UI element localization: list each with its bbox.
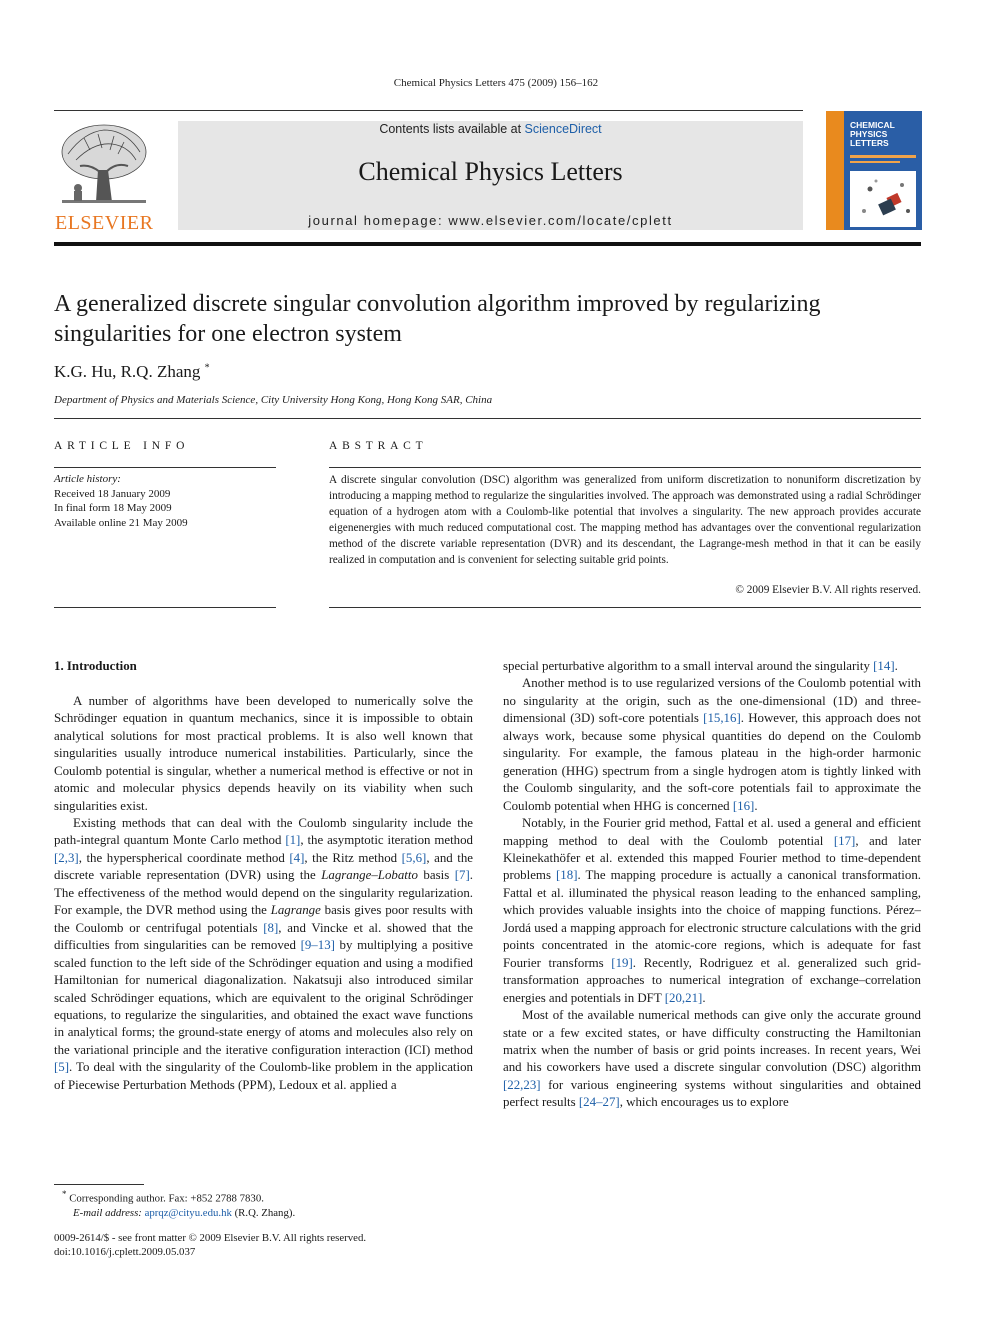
header-rule bbox=[54, 110, 803, 111]
body-text: basis gives poor results with the Coulomb or centrifugal potentials bbox=[54, 903, 473, 935]
body-text: special perturbative algorithm to a small interval around the singularity bbox=[503, 659, 874, 673]
footnote-email-line bbox=[54, 1206, 295, 1220]
citation-link[interactable]: [14] bbox=[873, 659, 895, 673]
body-text: . However, this approach does not always work, because some physical quantities do depend on the Coulomb singularity. For example, the famous plateau in the high-order harmonic generation (HHG) spectrum from a single hydrogen atom is tightly linked with the Coulomb singularity, and the soft-core potentials fail to approximate the Coulomb potential when HHG is concerned bbox=[503, 711, 921, 813]
author-affiliation: Department of Physics and Materials Science, City University Hong Kong, Hong Kong SAR, China bbox=[54, 394, 493, 406]
cover-title bbox=[850, 121, 895, 148]
italic-text: Lagrange bbox=[270, 903, 321, 918]
citation-link[interactable]: [2,3] bbox=[54, 850, 79, 865]
footnote-email-link[interactable]: aprqz@cityu.edu.hk bbox=[144, 1206, 232, 1219]
body-paragraph bbox=[503, 815, 921, 1007]
body-text: , and the discrete variable representation (DVR) using the bbox=[54, 850, 474, 883]
body-text: , the asymptotic iteration method bbox=[300, 833, 474, 848]
body-text: for various engineering systems without singularities and obtained perfect results bbox=[503, 1077, 921, 1110]
body-paragraph bbox=[503, 658, 921, 675]
body-text: . bbox=[754, 798, 758, 813]
footnote-email-label: E-mail address: bbox=[73, 1206, 142, 1219]
body-paragraph bbox=[503, 675, 921, 815]
journal-banner bbox=[178, 121, 803, 230]
journal-homepage[interactable]: journal homepage: www.elsevier.com/locate/cplett bbox=[308, 213, 673, 228]
history-label: Article history: bbox=[54, 473, 121, 485]
header-thick-rule bbox=[54, 242, 921, 246]
author-list bbox=[54, 362, 210, 382]
cover-side-stripe bbox=[826, 111, 844, 230]
elsevier-wordmark: ELSEVIER bbox=[55, 212, 154, 234]
journal-title: Chemical Physics Letters bbox=[358, 157, 623, 186]
history-online: Available online 21 May 2009 bbox=[54, 516, 188, 529]
citation-link[interactable]: [18] bbox=[556, 868, 578, 883]
body-paragraph bbox=[503, 1007, 921, 1112]
body-text: . bbox=[702, 990, 706, 1005]
citation-link[interactable]: [8] bbox=[263, 920, 279, 935]
citation-link[interactable]: [7] bbox=[454, 868, 470, 883]
paper-title: A generalized discrete singular convolution algorithm improved by regularizing singularities for one electron system bbox=[54, 291, 821, 347]
body-text: . The mapping procedure is actually a canonical transformation. Fattal et al. illuminated the physical reason leading to the enhanced sampling, which provides valuable insights into the choice of mapping functions. Pérez–Jordá used a mapping approach for electronic structure calculations with the grid points concentrated in the atomic-core regions, which is adequate for fast Fourier transforms bbox=[503, 868, 922, 970]
cover-molecule-image bbox=[850, 171, 916, 227]
body-text: Another method is to use regularized versions of the Coulomb potential with no singularity at the origin, such as the one-dimensional (1D) and three-dimensional (3D) soft-core potentials bbox=[503, 676, 921, 726]
abstract-copyright: © 2009 Elsevier B.V. All rights reserved. bbox=[735, 584, 921, 596]
body-text: by multiplying a positive scaled function to the left side of the Schrödinger equation and using a modified Hamiltonian for numerical diagonalization. Nakatsuji also introduced similar scaled Schrödinger equations, which are equivalent to the original Schrödinger equations, to regularize the singularities, and obtained the exact wave functions in analytical forms; the ground-state energy of atoms and molecules also rely on the variational principle and the iterative configuration interaction (ICI) method bbox=[54, 938, 474, 1057]
article-info-bottom-rule bbox=[54, 607, 276, 608]
cover-title-line: PHYSICS bbox=[850, 129, 888, 139]
article-info-heading: ARTICLE INFO bbox=[54, 440, 190, 452]
section-heading-introduction: 1. Introduction bbox=[54, 659, 137, 673]
elsevier-tree-icon bbox=[54, 120, 154, 208]
contents-prefix: Contents lists available at bbox=[379, 122, 525, 136]
doi-line[interactable]: doi:10.1016/j.cplett.2009.05.037 bbox=[54, 1246, 196, 1258]
body-column-left bbox=[54, 658, 473, 1094]
body-text: , the hyperspherical coordinate method bbox=[78, 850, 290, 865]
abstract-bottom-rule bbox=[329, 607, 921, 608]
body-column-right bbox=[503, 658, 921, 1112]
author-names: K.G. Hu, R.Q. Zhang bbox=[54, 362, 201, 381]
citation-link[interactable]: [24–27] bbox=[578, 1095, 620, 1110]
body-text: Existing methods that can deal with the Coulomb singularity include the path-integral quantum Monte Carlo method bbox=[54, 816, 473, 848]
body-paragraph bbox=[54, 693, 473, 815]
body-text: . To deal with the singularity of the Coulomb-like problem in the application of Piecewise Perturbation Methods (PPM), Ledoux et al. applied a bbox=[54, 1060, 473, 1092]
body-text: Notably, in the Fourier grid method, Fattal et al. used a general and efficient mapping method to deal with the Coulomb potential bbox=[503, 816, 921, 848]
body-paragraph bbox=[54, 815, 473, 1094]
citation-link[interactable]: [20,21] bbox=[664, 990, 703, 1005]
abstract-text: A discrete singular convolution (DSC) algorithm was generalized from uniform discretization to nonuniform discretization by introducing a mapping method to regularize the singularities involved. The approach was demonstrated using a radial Schrödinger equation of a hydrogen atom with a Coulomb-like potential that involves a singularity. The new approach provides accurate eigenenergies with much reduced computational cost. The mapping method has advantages over the conventional regularization method of the discrete variable representation (DVR) and its descendant, the Lagrange-mesh method in that it can be easily realized in computation and is convenient for selecting suitable grid points. bbox=[329, 474, 921, 566]
footnote-corresponding-text: Corresponding author. Fax: +852 2788 7830. bbox=[69, 1192, 264, 1205]
body-text: A number of algorithms have been developed to numerically solve the Schrödinger equation in quantum mechanics, since it is impossible to obtain analytical solutions for most practical problems. It is also well known that singularities usually introduce numerical instabilities. Particularly, since the Coulomb potential is singular, whether a numerical method is effective or not in atomic and molecular physics depends heavily on its viability when such singularities exist. bbox=[54, 693, 473, 813]
affiliation-rule bbox=[54, 418, 921, 419]
cover-title-line: CHEMICAL bbox=[850, 120, 895, 130]
footnote-mark: * bbox=[62, 1189, 67, 1199]
citation-link[interactable]: [17] bbox=[833, 833, 856, 848]
abstract-heading: ABSTRACT bbox=[329, 440, 428, 452]
citation-link[interactable]: [1] bbox=[285, 833, 301, 848]
journal-cover-thumbnail[interactable] bbox=[826, 111, 922, 230]
body-text: , which encourages us to explore bbox=[619, 1095, 789, 1110]
body-text: Most of the available numerical methods can give only the accurate ground state or a few excited states, or have difficulty constructing the Hamiltonian matrix when the number of basis or grid points increases. In recent years, Wei and his coworkers have used a discrete singular convolution (DSC) algorithm bbox=[503, 1008, 921, 1075]
body-text: , and Vincke et al. showed that the difficulties from singularities can be removed bbox=[54, 920, 473, 953]
body-text: basis bbox=[417, 868, 455, 883]
front-matter-info bbox=[54, 1231, 366, 1259]
abstract-rule bbox=[329, 467, 921, 468]
article-info-rule bbox=[54, 467, 276, 468]
corresponding-author-mark[interactable]: * bbox=[204, 362, 210, 374]
italic-text: Lagrange–Lobatto bbox=[321, 868, 418, 883]
citation-link[interactable]: [16] bbox=[732, 798, 755, 813]
body-text: . bbox=[894, 659, 898, 673]
body-text: , the Ritz method bbox=[304, 850, 402, 865]
contents-line bbox=[178, 121, 803, 136]
citation-link[interactable]: [19] bbox=[611, 955, 633, 970]
citation-link[interactable]: [5,6] bbox=[401, 850, 427, 865]
history-received: Received 18 January 2009 bbox=[54, 487, 171, 500]
citation-link[interactable]: [15,16] bbox=[703, 711, 741, 726]
body-text: , and later Kleinekathöfer et al. extended this mapped Fourier method to time-dependent problems bbox=[503, 833, 921, 883]
body-text: . The effectiveness of the method would depend on the singularity regularization. For example, the DVR method using the bbox=[54, 868, 473, 918]
footnote bbox=[54, 1187, 295, 1220]
body-text: . Recently, Rodriguez et al. generalized such grid-transformation approaches to numerical integration of exchange–correlation energies and potentials in DFT bbox=[503, 955, 921, 1005]
sciencedirect-link[interactable]: ScienceDirect bbox=[524, 122, 602, 136]
cover-rule bbox=[850, 161, 900, 163]
footnote-corresponding bbox=[54, 1187, 295, 1206]
citation-link[interactable]: [4] bbox=[289, 850, 305, 865]
citation-link[interactable]: [9–13] bbox=[300, 938, 335, 953]
elsevier-logo[interactable] bbox=[54, 120, 156, 232]
journal-citation: Chemical Physics Letters 475 (2009) 156–162 bbox=[393, 77, 599, 89]
footnote-email-suffix: (R.Q. Zhang). bbox=[234, 1206, 296, 1219]
cover-title-line: LETTERS bbox=[850, 138, 889, 148]
cover-rule bbox=[850, 155, 916, 158]
history-final-form: In final form 18 May 2009 bbox=[54, 502, 172, 514]
citation-link[interactable]: [22,23] bbox=[503, 1077, 541, 1092]
article-history bbox=[54, 472, 188, 530]
footnote-rule bbox=[54, 1184, 144, 1185]
citation-link[interactable]: [5] bbox=[54, 1060, 70, 1075]
issn-line: 0009-2614/$ - see front matter © 2009 Elsevier B.V. All rights reserved. bbox=[54, 1232, 367, 1244]
